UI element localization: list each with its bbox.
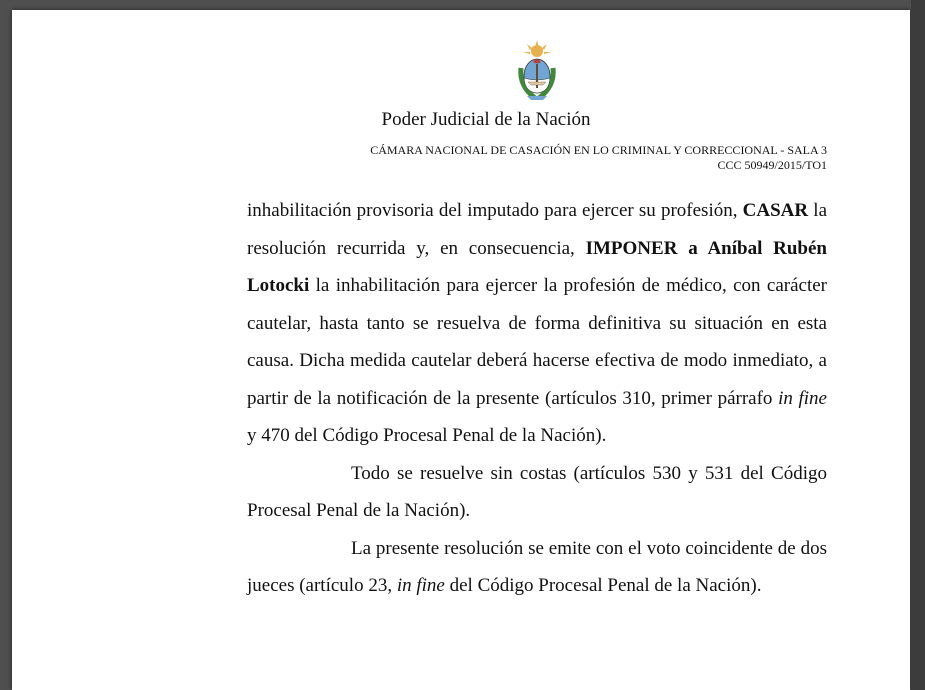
text-span: la inhabilitación para ejercer la profesión de médico, con carácter cautelar, hasta tanto se resuelva de forma definitiva su situación en esta causa. Dicha medida cautelar deberá hacerse efectiva de modo inmediato, a partir de la notificación de la presente (artículos 310, primer párrafo bbox=[247, 275, 827, 409]
text-span: del Código Procesal Penal de la Nación). bbox=[444, 575, 762, 596]
document-page bbox=[12, 10, 910, 690]
argentina-coat-of-arms-icon bbox=[513, 38, 561, 106]
bold-text: IMPONER a Aníbal Rubén Lotocki bbox=[247, 237, 827, 296]
text-span: y 470 del Código Procesal Penal de la Nación). bbox=[247, 425, 607, 446]
bold-text: CASAR bbox=[742, 200, 809, 221]
paragraph-vote bbox=[247, 530, 827, 605]
case-number: CCC 50949/2015/TO1 bbox=[717, 158, 827, 172]
text-span: La presente resolución se emite con el voto coincidente de dos jueces (artículo 23, bbox=[247, 537, 827, 596]
viewer-scroll-edge[interactable] bbox=[911, 0, 925, 690]
document-body bbox=[247, 192, 827, 605]
page-header-title: Poder Judicial de la Nación bbox=[381, 109, 591, 130]
italic-text: in fine bbox=[396, 575, 445, 596]
court-name: CÁMARA NACIONAL DE CASACIÓN EN LO CRIMINAL Y CORRECCIONAL - SALA 3 bbox=[370, 143, 827, 157]
paragraph-costs: Todo se resuelve sin costas (artículos 530 y 531 del Código Procesal Penal de la Nación). bbox=[247, 462, 827, 521]
italic-text: in fine bbox=[778, 387, 827, 409]
text-span: la resolución recurrida y, en consecuencia, bbox=[247, 200, 828, 259]
page-header-subtitle bbox=[370, 143, 827, 173]
text-span: inhabilitación provisoria del imputado para ejercer su profesión, bbox=[247, 200, 738, 221]
paragraph-resolution bbox=[247, 192, 827, 455]
